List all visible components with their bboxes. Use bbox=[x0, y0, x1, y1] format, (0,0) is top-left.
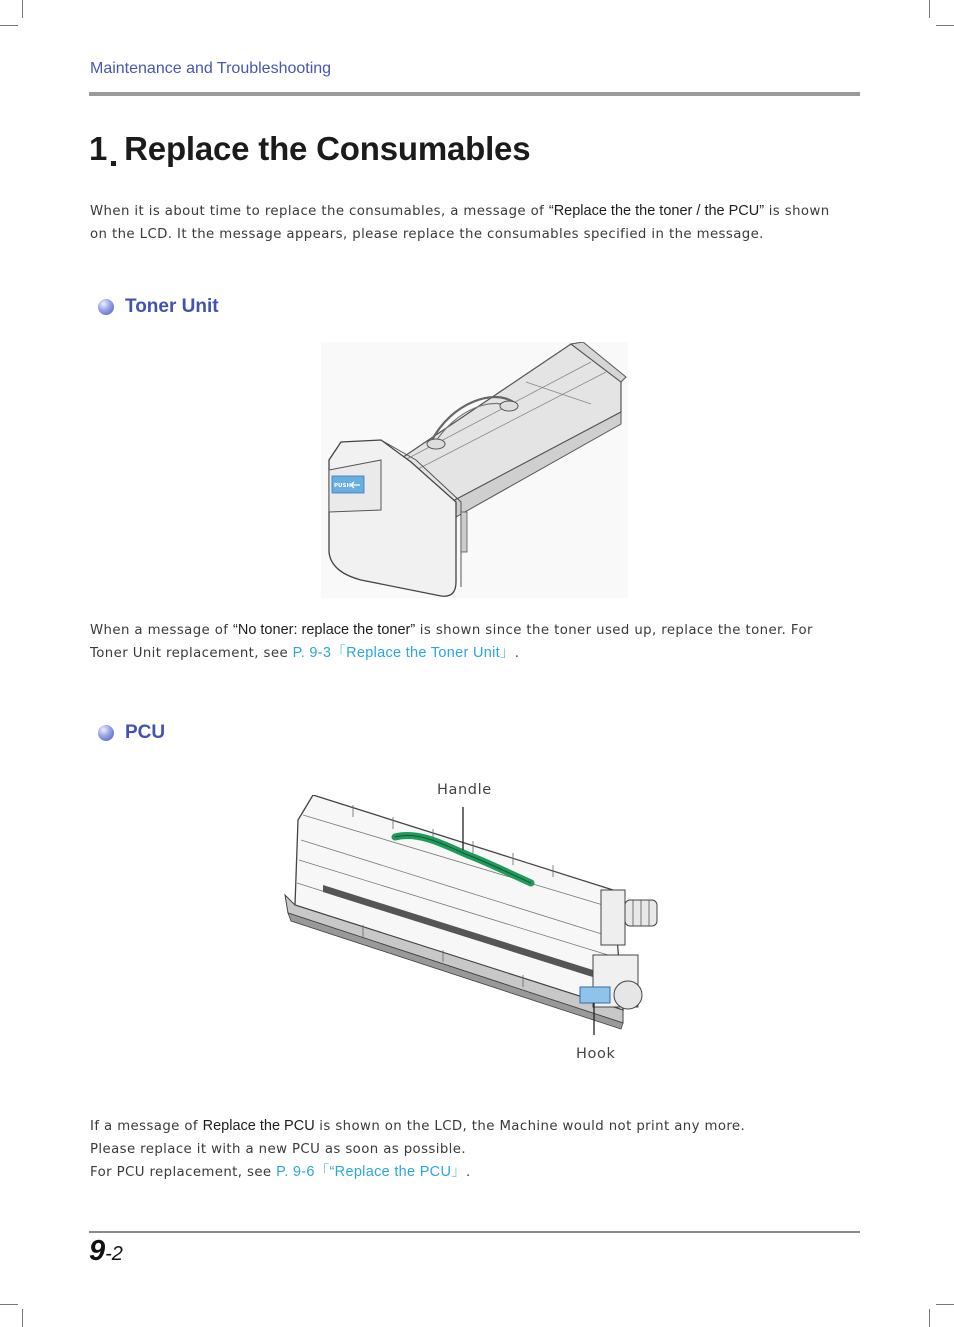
pcu-text-cont: is shown on the LCD, the Machine would not print any more. bbox=[314, 1119, 746, 1134]
section-toner-unit bbox=[98, 296, 219, 318]
hook-label: Hook bbox=[576, 1046, 616, 1062]
pcu-paragraph bbox=[90, 1115, 850, 1184]
intro-text-end: is shown on the LCD. It the message appears, please replace the consumables specified in the message. bbox=[90, 204, 830, 242]
crop-mark bbox=[22, 0, 23, 18]
toner-replace-link[interactable]: P. 9-3「Replace the Toner Unit」 bbox=[292, 645, 515, 661]
pcu-text: If a message of bbox=[90, 1119, 203, 1134]
bullet-icon bbox=[98, 725, 114, 741]
chapter-number: 9 bbox=[89, 1235, 106, 1267]
pcu-message: Replace the PCU bbox=[202, 1118, 315, 1134]
handle-label: Handle bbox=[437, 782, 492, 798]
crop-mark bbox=[929, 1309, 930, 1327]
crop-mark bbox=[936, 25, 954, 26]
page-suffix: -2 bbox=[105, 1243, 123, 1265]
crop-mark bbox=[936, 1304, 954, 1305]
title-dot bbox=[111, 161, 116, 166]
running-header: Maintenance and Troubleshooting bbox=[90, 60, 332, 77]
toner-message: “No toner: replace the toner” bbox=[233, 622, 416, 638]
crop-mark bbox=[0, 25, 18, 26]
crop-mark bbox=[22, 1309, 23, 1327]
intro-text: When it is about time to replace the consumables, a message of bbox=[90, 204, 549, 219]
title-text: Replace the Consumables bbox=[124, 130, 531, 167]
pcu-text-line2: Please replace it with a new PCU as soon as possible. bbox=[90, 1142, 466, 1157]
header-rule bbox=[89, 92, 860, 96]
pcu-text-end: . bbox=[466, 1165, 471, 1180]
push-label-text: PUSH bbox=[334, 483, 352, 489]
pcu-text-line3: For PCU replacement, see bbox=[90, 1165, 277, 1180]
crop-mark bbox=[0, 1304, 18, 1305]
title-number: 1 bbox=[89, 130, 108, 167]
bullet-icon bbox=[98, 299, 114, 315]
intro-message: “Replace the the toner / the PCU” bbox=[548, 203, 765, 219]
pcu-replace-link[interactable]: P. 9-6「“Replace the PCU」 bbox=[276, 1164, 467, 1180]
toner-unit-illustration bbox=[321, 342, 628, 598]
intro-paragraph bbox=[90, 200, 850, 246]
toner-text: When a message of bbox=[90, 623, 234, 638]
toner-text-cont: is shown since the toner used up, replace the toner. For Toner Unit replacement, see bbox=[90, 623, 813, 661]
pcu-hook bbox=[580, 987, 610, 1003]
section-heading: Toner Unit bbox=[125, 296, 219, 317]
section-pcu bbox=[98, 722, 165, 744]
page-title bbox=[89, 130, 530, 168]
section-heading: PCU bbox=[125, 722, 166, 743]
toner-text-end: . bbox=[514, 646, 520, 661]
crop-mark bbox=[929, 0, 930, 18]
footer-rule bbox=[89, 1231, 860, 1233]
page-number bbox=[89, 1235, 123, 1268]
toner-paragraph bbox=[90, 619, 850, 665]
pcu-illustration bbox=[283, 795, 668, 1035]
